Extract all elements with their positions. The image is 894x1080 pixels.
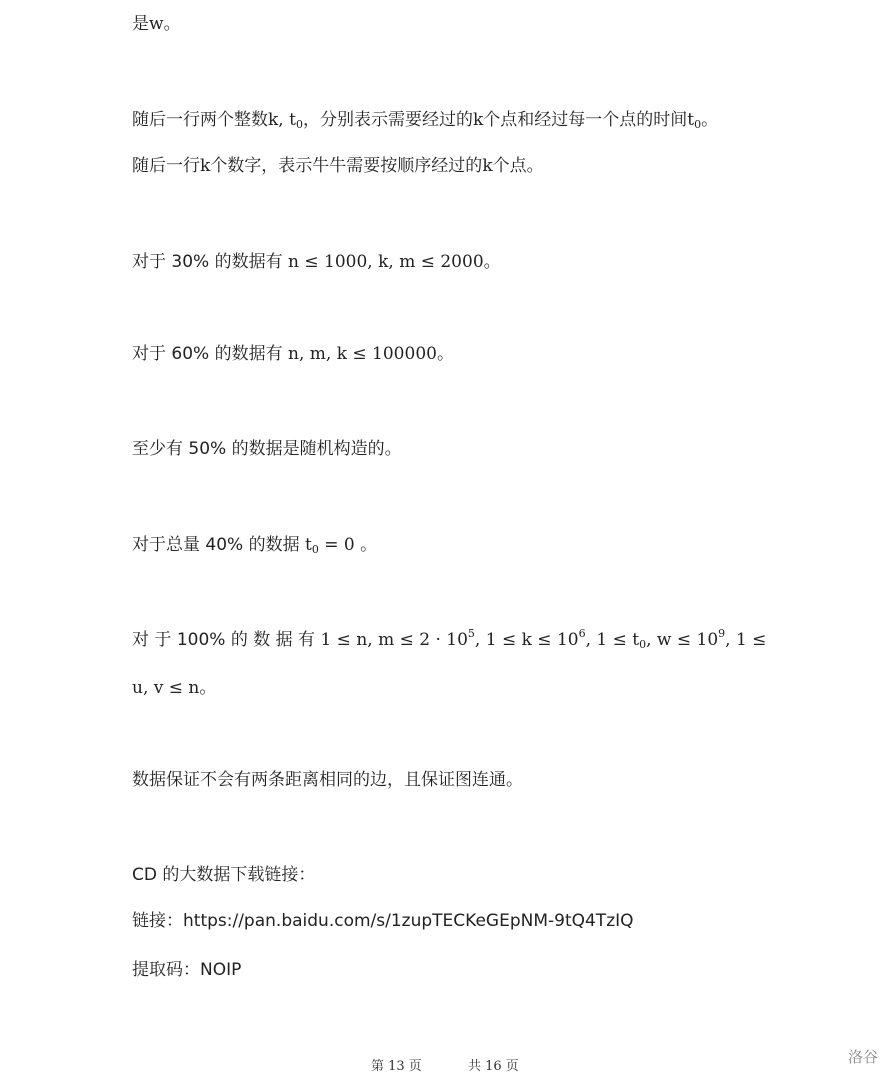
code-value: NOIP [200,960,242,980]
text: 对于 [132,344,172,364]
math-sup: 5 [467,627,475,640]
math: n, m, k ≤ 100000 [288,344,437,364]
text: 。 [436,344,454,364]
code-label: 提取码： [132,960,200,980]
math-text: , 1 ≤ t [585,630,640,650]
text: 对于总量 [132,535,206,555]
math-text: 1 ≤ n, m ≤ 2 · 10 [320,630,468,650]
math-text: , 1 ≤ k ≤ 10 [474,630,579,650]
text: 。 [483,252,501,272]
math: k [482,156,493,176]
math: k [472,110,484,130]
text-line-k-t0 [132,108,718,132]
math-text: , 1 ≤ [725,630,767,650]
constraint-50 [132,437,402,461]
text: ，分别表示需要经过的 [302,110,473,130]
text-line-k-numbers [132,154,544,178]
link-label: 链接： [132,911,183,931]
math: w [149,14,164,34]
download-link[interactable]: https://pan.baidu.com/s/1zupTECKeGEpNM-9tQ4TzIQ [183,911,634,931]
download-link-line [132,909,634,933]
math-sup: 9 [718,627,726,640]
constraint-100-line1 [132,628,766,652]
page-number-current: 第 13 页 [371,1059,422,1074]
text: 。 [163,14,181,34]
math-text: k, t [268,110,296,130]
text: 。 [199,678,217,698]
percent: 100% [176,630,226,650]
text: 。 [701,110,719,130]
math [268,110,303,130]
text: 个数字，表示牛牛需要按顺序经过的 [210,156,483,176]
math: k [200,156,211,176]
luogu-watermark: 洛谷 [847,1048,878,1066]
math-text: = 0 [318,535,355,555]
math-sub: 0 [639,638,647,651]
text: 的数据有 [209,344,289,364]
math-text: t [305,535,312,555]
text: 的数据是随机构造的。 [226,439,402,459]
text: 至少有 [132,439,189,459]
text: 随后一行两个整数 [132,110,268,130]
text: 随后一行 [132,156,200,176]
percent: 50% [188,439,227,459]
text: 个点和经过每一个点的时间 [483,110,688,130]
math [320,627,767,651]
download-title: CD 的大数据下载链接： [132,865,316,885]
math-sub: 0 [295,118,303,131]
math-sub: 0 [694,118,702,131]
percent: 40% [205,535,244,555]
math-text: t [687,110,695,130]
text: 的数据 [243,535,306,555]
constraint-30 [132,250,501,274]
text: 的 数 据 有 [225,630,321,650]
text: 。 [354,535,378,555]
percent: 60% [171,344,210,364]
math [687,110,701,130]
math-sub: 0 [311,543,319,556]
text: 对于 [132,252,172,272]
constraint-100-line2 [132,676,216,700]
text: 是 [132,14,149,34]
constraint-40 [132,533,377,557]
extraction-code-line [132,958,241,982]
text: 个点。 [492,156,544,176]
text: 的数据有 [209,252,289,272]
page-number-total: 共 16 页 [468,1059,519,1074]
math: n ≤ 1000, k, m ≤ 2000 [288,252,484,272]
math-text: , w ≤ 10 [646,630,719,650]
math [305,535,355,555]
text-line-w [132,12,181,36]
math: u, v ≤ n [132,678,200,698]
text: 对 于 [132,630,177,650]
guarantee-text: 数据保证不会有两条距离相同的边，且保证图连通。 [132,770,523,790]
constraint-60 [132,342,454,366]
math-sup: 6 [578,627,586,640]
percent: 30% [171,252,210,272]
